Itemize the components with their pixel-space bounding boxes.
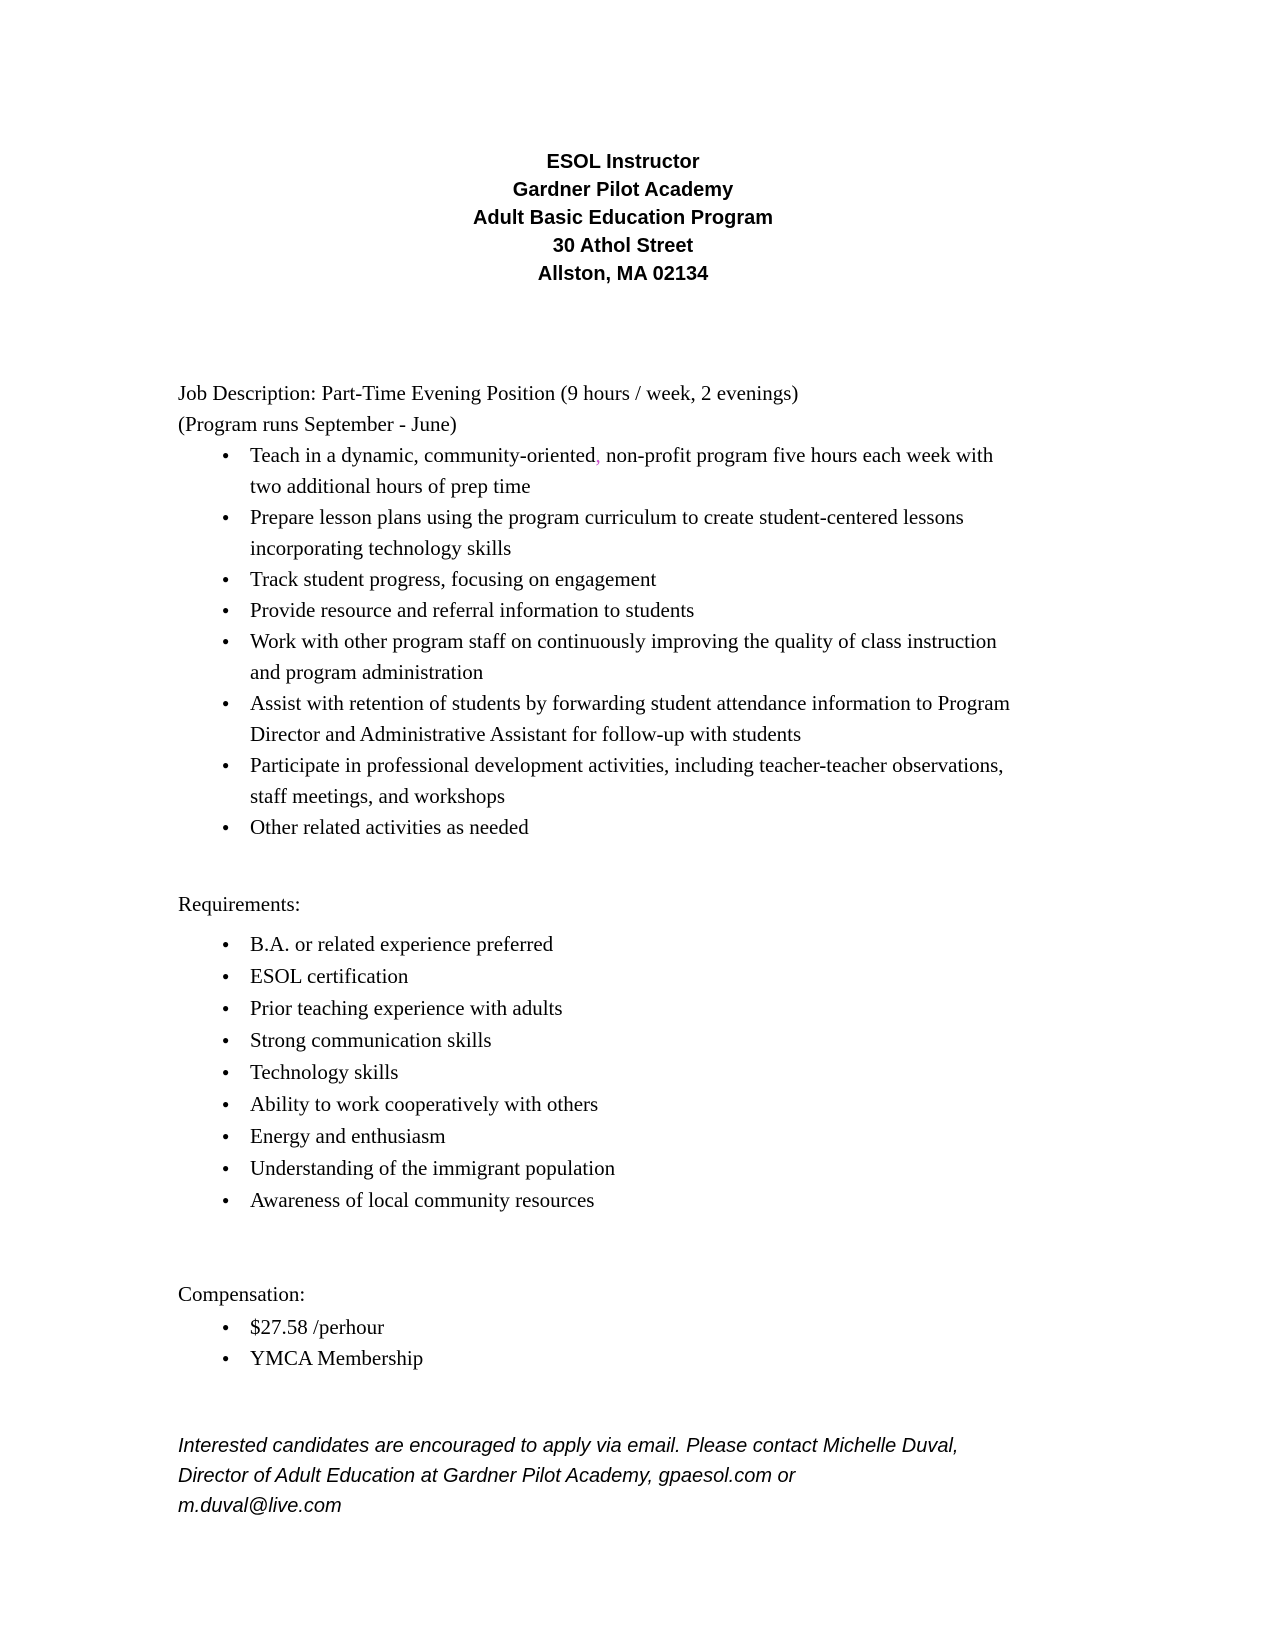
bullet-icon: ● xyxy=(222,1129,230,1143)
bullet-text xyxy=(250,440,1022,502)
contact-line-3: m.duval@live.com xyxy=(178,1495,342,1517)
bullet-text: Work with other program staff on continuously improving the quality of class instruction and program administration xyxy=(250,629,997,684)
highlighted-text: , xyxy=(595,443,601,467)
job-duties-list xyxy=(178,440,1068,843)
bullet-text: Technology skills xyxy=(250,1060,399,1084)
bullet-text: Assist with retention of students by forwarding student attendance information to Program Director and Administrative Assistant for follow-up with students xyxy=(250,691,1010,746)
bullet-icon: ● xyxy=(222,758,230,772)
list-item xyxy=(178,440,1068,502)
list-item xyxy=(178,502,1068,564)
document-content xyxy=(178,0,1068,1521)
list-item xyxy=(178,688,1068,750)
header-line-city-state-zip: Allston, MA 02134 xyxy=(537,263,709,285)
list-item xyxy=(178,1056,1068,1088)
document-header xyxy=(178,148,1068,288)
bullet-icon: ● xyxy=(222,1065,230,1079)
bullet-text: Energy and enthusiasm xyxy=(250,1124,446,1148)
compensation-list xyxy=(178,1312,1068,1374)
list-item xyxy=(178,564,1068,595)
job-description-section xyxy=(178,378,1068,440)
list-item xyxy=(178,1088,1068,1120)
bullet-text: Participate in professional development activities, including teacher-teacher observations, staff meetings, and workshops xyxy=(250,753,1004,808)
list-item xyxy=(178,928,1068,960)
bullet-icon: ● xyxy=(222,634,230,648)
program-duration-note: (Program runs September - June) xyxy=(178,412,457,436)
bullet-icon: ● xyxy=(222,820,230,834)
compensation-heading: Compensation: xyxy=(178,1282,306,1306)
list-item xyxy=(178,812,1068,843)
bullet-icon: ● xyxy=(222,937,230,951)
bullet-icon: ● xyxy=(222,1001,230,1015)
header-line-position-title: ESOL Instructor xyxy=(546,151,700,173)
list-item xyxy=(178,1024,1068,1056)
bullet-text: Understanding of the immigrant population xyxy=(250,1156,616,1180)
list-item xyxy=(178,1184,1068,1216)
bullet-icon: ● xyxy=(222,1351,230,1365)
bullet-text: Awareness of local community resources xyxy=(250,1188,595,1212)
list-item xyxy=(178,1152,1068,1184)
contact-line-1: Interested candidates are encouraged to apply via email. Please contact Michelle Duval, xyxy=(178,1435,959,1457)
requirements-heading: Requirements: xyxy=(178,892,301,916)
list-item xyxy=(178,1343,1068,1374)
bullet-icon: ● xyxy=(222,572,230,586)
header-line-program: Adult Basic Education Program xyxy=(472,207,774,229)
bullet-text: $27.58 /perhour xyxy=(250,1315,385,1339)
bullet-text: Ability to work cooperatively with others xyxy=(250,1092,599,1116)
bullet-text: Provide resource and referral information to students xyxy=(250,598,695,622)
contact-line-2: Director of Adult Education at Gardner Pilot Academy, gpaesol.com or xyxy=(178,1465,796,1487)
list-item xyxy=(178,992,1068,1024)
plain-text: Teach in a dynamic, community-oriented xyxy=(250,443,596,467)
header-line-organization: Gardner Pilot Academy xyxy=(512,179,734,201)
bullet-icon: ● xyxy=(222,1097,230,1111)
bullet-icon: ● xyxy=(222,510,230,524)
bullet-icon: ● xyxy=(222,1193,230,1207)
application-contact-paragraph xyxy=(178,1431,1068,1521)
bullet-icon: ● xyxy=(222,1320,230,1334)
bullet-text: Track student progress, focusing on engagement xyxy=(250,567,657,591)
list-item xyxy=(178,960,1068,992)
bullet-icon: ● xyxy=(222,696,230,710)
bullet-text: B.A. or related experience preferred xyxy=(250,932,554,956)
bullet-text: Strong communication skills xyxy=(250,1028,492,1052)
list-item xyxy=(178,1312,1068,1343)
plain-text: non-profit program five hours each week with two additional hours of prep time xyxy=(250,443,994,498)
bullet-icon: ● xyxy=(222,603,230,617)
bullet-text: Prior teaching experience with adults xyxy=(250,996,563,1020)
list-item xyxy=(178,626,1068,688)
job-description-title: Job Description: Part-Time Evening Position (9 hours / week, 2 evenings) xyxy=(178,381,799,405)
list-item xyxy=(178,595,1068,626)
bullet-text: ESOL certification xyxy=(250,964,409,988)
bullet-icon: ● xyxy=(222,1161,230,1175)
list-item xyxy=(178,750,1068,812)
bullet-text: Prepare lesson plans using the program curriculum to create student-centered lessons incorporating technology skills xyxy=(250,505,964,560)
bullet-icon: ● xyxy=(222,1033,230,1047)
header-line-street-address: 30 Athol Street xyxy=(552,235,694,257)
bullet-icon: ● xyxy=(222,448,230,462)
bullet-icon: ● xyxy=(222,969,230,983)
requirements-list xyxy=(178,928,1068,1216)
bullet-text: Other related activities as needed xyxy=(250,815,529,839)
list-item xyxy=(178,1120,1068,1152)
bullet-text: YMCA Membership xyxy=(250,1346,424,1370)
